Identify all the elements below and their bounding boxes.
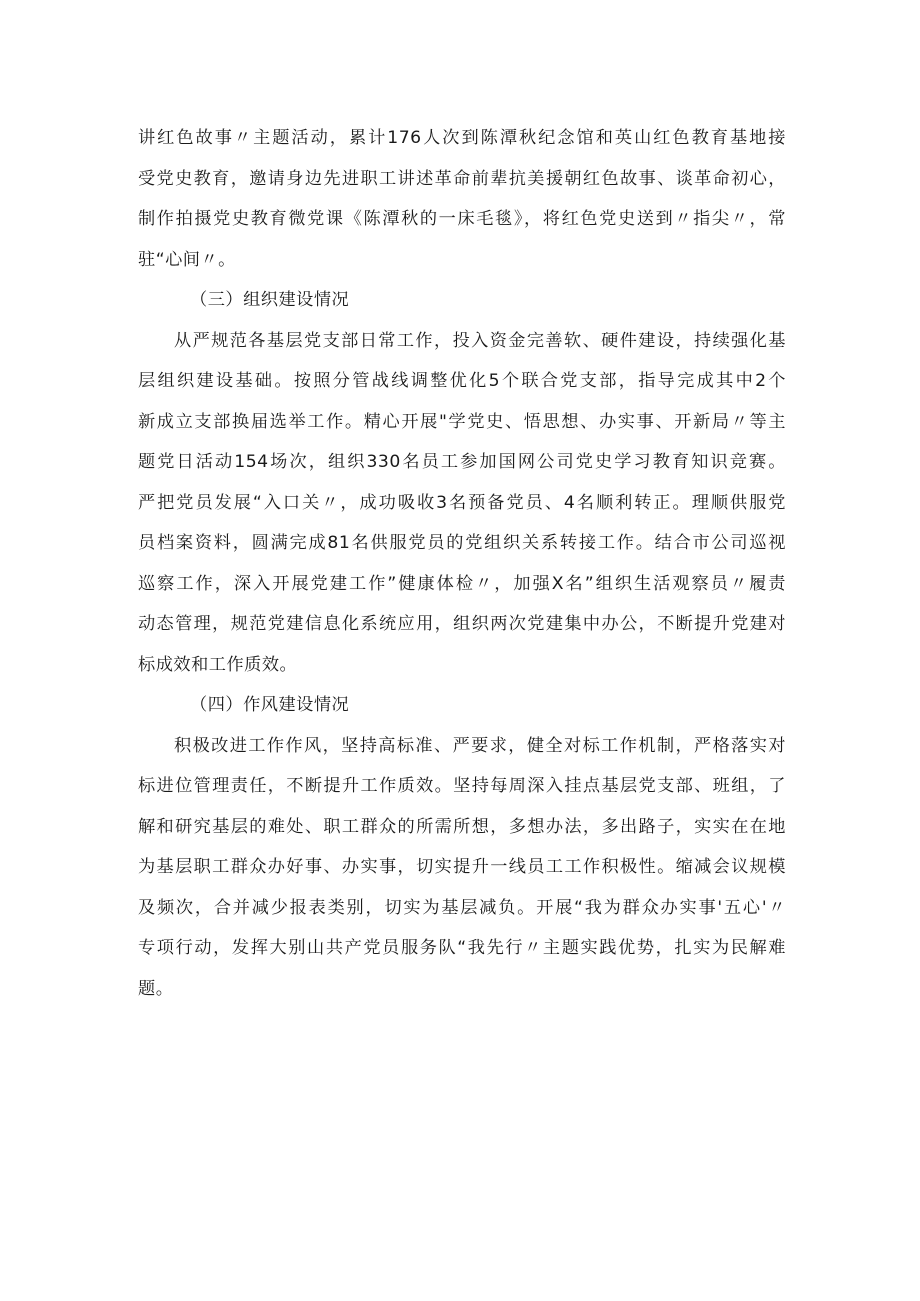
text-line: 驻“心间〃。: [138, 249, 236, 270]
text-line: 解和研究基层的难处、职工群众的所需所想，多想办法，多出路子，实实在在地: [138, 816, 786, 837]
text-line: 题。: [138, 978, 174, 999]
text-line: 动态管理，规范党建信息化系统应用，组织两次党建集中办公，不断提升党建对: [138, 614, 786, 634]
text-line: 严把党员发展“入口关〃，成功吸收3名预备党员、4名顺利转正。理顺供服党: [138, 492, 786, 513]
text-line: 层组织建设基础。按照分管战线调整优化5个联合党支部，指导完成其中2个: [138, 371, 786, 391]
section-heading-organization: （三）组织建设情况: [190, 290, 350, 310]
paragraph-work-style: [138, 726, 788, 1010]
section-heading-work-style: （四）作风建设情况: [190, 695, 350, 715]
text-line: 巡察工作，深入开展党建工作”健康体检〃，加强X名”组织生活观察员〃履责: [138, 573, 786, 594]
text-line: 受党史教育，邀请身边先进职工讲述革命前辈抗美援朝红色故事、谈革命初心，: [138, 168, 786, 189]
text-line: 制作拍摄党史教育微党课《陈潭秋的一床毛毯》，将红色党史送到〃指尖〃，常: [138, 209, 786, 229]
text-line: 标进位管理责任，不断提升工作质效。坚持每周深入挂点基层党支部、班组，了: [138, 776, 786, 796]
text-line: 员档案资料，圆满完成81名供服党员的党组织关系转接工作。结合市公司巡视: [138, 533, 786, 553]
text-line: 专项行动，发挥大别山共产党员服务队“我先行〃主题实践优势，扎实为民解难: [138, 938, 786, 958]
paragraph-red-stories: [138, 118, 788, 280]
text-line: 标成效和工作质效。: [138, 654, 298, 675]
text-line: 新成立支部换届选举工作。精心开展"学党史、悟思想、办实事、开新局〃等主: [138, 411, 786, 432]
paragraph-organization: [138, 321, 788, 686]
text-line: 为基层职工群众办好事、办实事，切实提升一线员工工作积极性。缩减会议规模: [138, 857, 786, 877]
text-line: 及频次，合并减少报表类别，切实为基层减负。开展“我为群众办实事'五心'〃: [138, 897, 786, 918]
text-line: 题党日活动154场次，组织330名员工参加国网公司党史学习教育知识竞赛。: [138, 452, 786, 472]
text-line: 积极改进工作作风，坚持高标准、严要求，健全对标工作机制，严格落实对: [174, 735, 786, 756]
text-line: 讲红色故事〃主题活动，累计176人次到陈潭秋纪念馆和英山红色教育基地接: [138, 128, 786, 148]
text-line: 从严规范各基层党支部日常工作，投入资金完善软、硬件建设，持续强化基: [174, 330, 786, 351]
document-page: [138, 118, 788, 1009]
